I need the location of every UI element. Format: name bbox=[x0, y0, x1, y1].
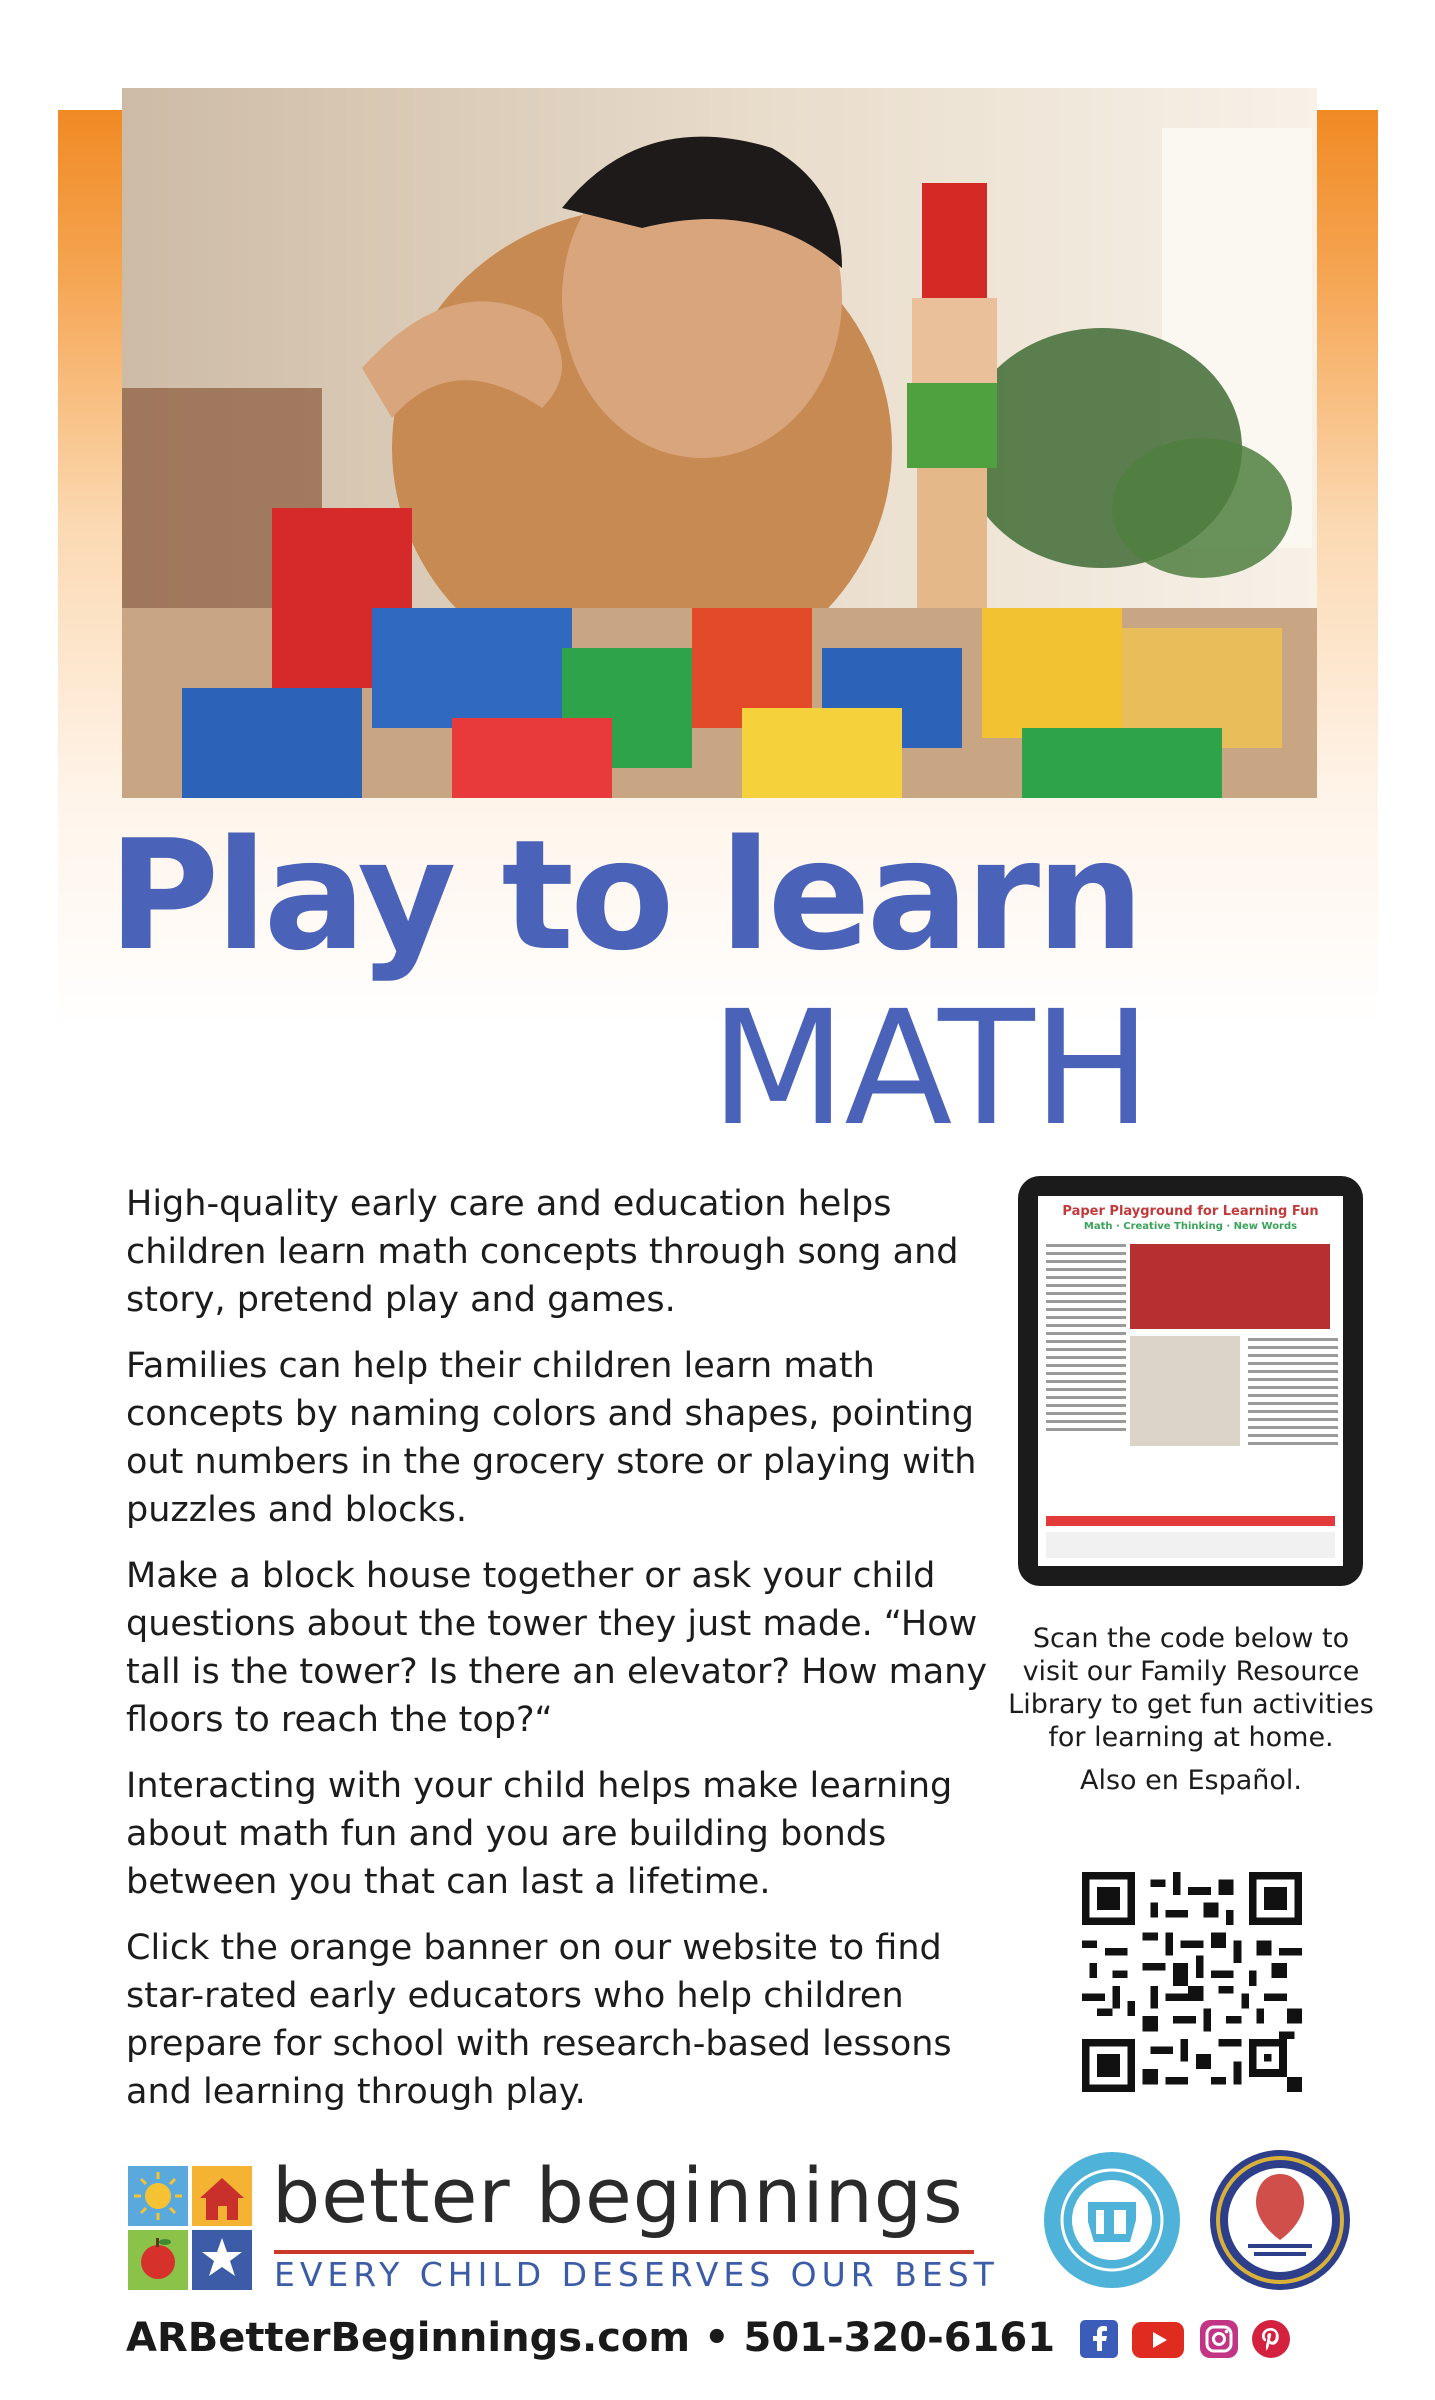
hero-photo-child-playing-blocks bbox=[122, 88, 1317, 798]
tablet-doc-text-lines bbox=[1046, 1244, 1126, 1436]
body-paragraph: High-quality early care and education helps children learn math concepts through song and story, pretend play and games. bbox=[126, 1184, 959, 1320]
tablet-doc-text-lines bbox=[1248, 1338, 1338, 1450]
instagram-icon[interactable] bbox=[1200, 2320, 1238, 2358]
page-subtitle: MATH bbox=[710, 977, 1150, 1161]
page-title: Play to learn bbox=[108, 807, 1141, 984]
scan-instructions bbox=[1006, 1622, 1376, 1797]
tablet-screen bbox=[1038, 1196, 1343, 1566]
tablet-doc-photo bbox=[1130, 1336, 1240, 1446]
leadership-support-service-seal-icon bbox=[1208, 2148, 1352, 2292]
social-links bbox=[1080, 2320, 1340, 2360]
qr-code[interactable] bbox=[1082, 1872, 1302, 2092]
tablet-doc-footer bbox=[1046, 1532, 1335, 1558]
contact-line[interactable]: ARBetterBeginnings.com • 501-320-6161 bbox=[126, 2315, 1056, 2361]
tablet-doc-photo bbox=[1130, 1244, 1330, 1329]
scan-text: Scan the code below to visit our Family Resource Library to get fun activities for learning at home. bbox=[1008, 1623, 1374, 1753]
body-paragraph: Click the orange banner on our website to find star-rated early educators who help children prepare for school with research-based lessons and learning through play. bbox=[126, 1928, 952, 2112]
tablet-preview bbox=[1018, 1176, 1363, 1586]
hero-photo-illustration bbox=[122, 88, 1317, 798]
body-paragraph: Interacting with your child helps make learning about math fun and you are building bonds between you that can last a lifetime. bbox=[126, 1766, 953, 1902]
brand-name: better beginnings bbox=[272, 2151, 964, 2240]
brand-tagline: EVERY CHILD DESERVES OUR BEST bbox=[274, 2255, 999, 2294]
youtube-icon[interactable] bbox=[1132, 2322, 1184, 2358]
tablet-doc-banner bbox=[1046, 1516, 1335, 1526]
better-beginnings-logo-icon bbox=[128, 2166, 252, 2290]
facebook-icon[interactable] bbox=[1080, 2320, 1118, 2358]
body-text bbox=[126, 1180, 1006, 2134]
tablet-doc-title: Paper Playground for Learning Fun bbox=[1062, 1204, 1319, 1219]
pinterest-icon[interactable] bbox=[1252, 2320, 1290, 2358]
tablet-doc-subtitle: Math · Creative Thinking · New Words bbox=[1083, 1221, 1298, 1232]
arkansas-department-of-education-seal-icon bbox=[1042, 2150, 1182, 2290]
spanish-note: Also en Español. bbox=[1080, 1765, 1302, 1796]
body-paragraph: Families can help their children learn math concepts by naming colors and shapes, pointing out numbers in the grocery store or playing with puzzles and blocks. bbox=[126, 1346, 977, 1530]
body-paragraph: Make a block house together or ask your child questions about the tower they just made. “How tall is the tower? Is there an elevator? How many floors to reach the top?“ bbox=[126, 1556, 988, 1740]
brand-divider bbox=[274, 2250, 974, 2254]
